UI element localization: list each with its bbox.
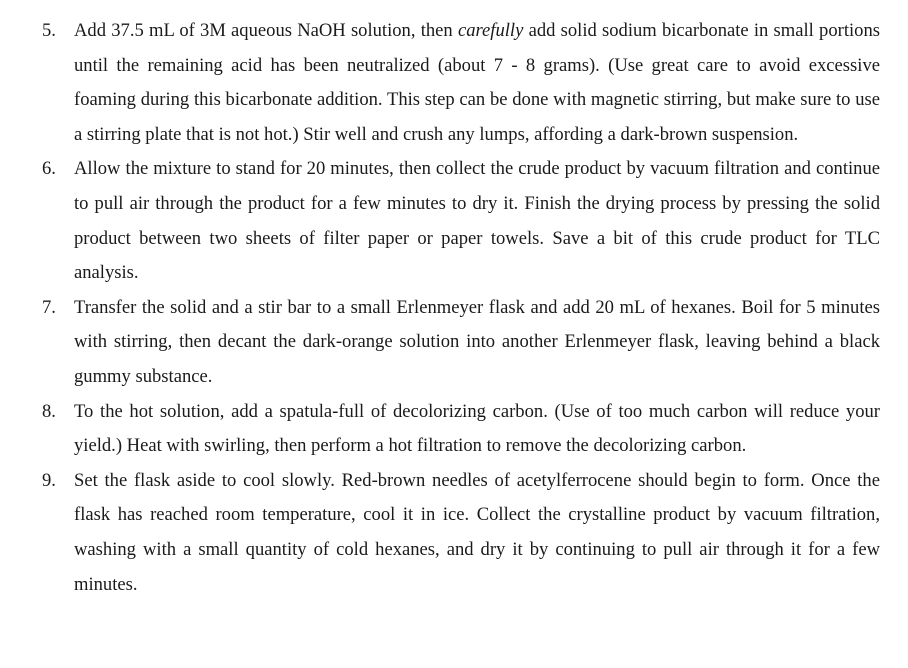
step-text-before: Add 37.5 mL of 3M aqueous NaOH solution, then [74, 20, 458, 41]
step-number: 8. [42, 400, 56, 422]
step-text: Set the flask aside to cool slowly. Red-brown needles of acetylferrocene should begin to form. Once the flask has reached room temperature, cool it in ice. Collect the crystalline product by vacuum filtration, washing with a small quantity of cold hexanes, and dry it by continuing to pull air through it for a few minutes. [74, 469, 880, 595]
step-number: 6. [42, 158, 56, 180]
step-text [74, 14, 880, 152]
procedure-list [0, 14, 908, 602]
step-9 [0, 464, 908, 602]
step-number: 9. [42, 469, 56, 491]
step-text: To the hot solution, add a spatula-full of decolorizing carbon. (Use of too much carbon will reduce your yield.) Heat with swirling, then perform a hot filtration to remove the decolorizing carbon. [74, 400, 880, 457]
step-7 [0, 291, 908, 395]
step-number: 7. [42, 296, 56, 318]
step-text-after: add solid sodium bicarbonate in small portions until the remaining acid has been neutralized (about 7 - 8 grams). (Use great care to avoid excessive foaming during this bicarbonate addition. This step can be done with magnetic stirring, but make sure to use a stirring plate that is not hot.) Stir well and crush any lumps, affording a dark-brown suspension. [74, 20, 881, 145]
step-number: 5. [42, 20, 56, 41]
step-text: Allow the mixture to stand for 20 minutes, then collect the crude product by vacuum filtration and continue to pull air through the product for a few minutes to dry it. Finish the drying process by pressing the solid product between two sheets of filter paper or paper towels. Save a bit of this crude product for TLC analysis. [74, 158, 880, 284]
step-5 [0, 14, 908, 152]
step-8 [0, 395, 908, 464]
step-6 [0, 152, 908, 290]
step-emphasis: carefully [457, 20, 524, 41]
step-text: Transfer the solid and a stir bar to a small Erlenmeyer flask and add 20 mL of hexanes. Boil for 5 minutes with stirring, then decant the dark-orange solution into another Erlenmeyer flask, leaving behind a black gummy substance. [74, 296, 880, 387]
